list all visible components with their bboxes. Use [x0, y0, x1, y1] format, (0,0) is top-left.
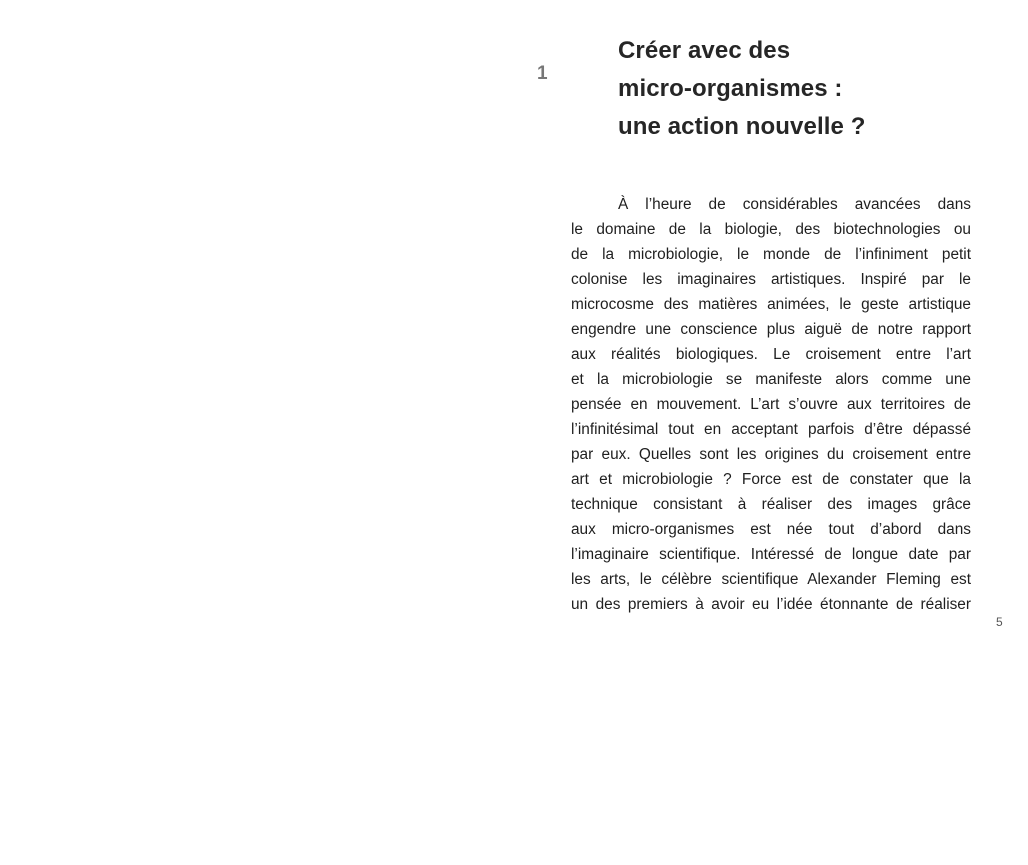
body-line: l’imaginaire scientifique. Intéressé de longue date par: [571, 546, 971, 563]
body-line: technique consistant à réaliser des images grâce: [571, 496, 971, 513]
body-line: colonise les imaginaires artistiques. Inspiré par le: [571, 271, 971, 288]
body-line: À l’heure de considérables avancées dans: [618, 196, 971, 213]
page-number: 5: [996, 615, 1003, 629]
body-line: le domaine de la biologie, des biotechnologies ou: [571, 221, 971, 238]
body-line: et la microbiologie se manifeste alors comme une: [571, 371, 971, 388]
body-line: par eux. Quelles sont les origines du croisement entre: [571, 446, 971, 463]
body-line: de la microbiologie, le monde de l’infiniment petit: [571, 246, 971, 263]
chapter-title-line: micro-organismes :: [618, 75, 843, 102]
body-line: microcosme des matières animées, le geste artistique: [571, 296, 971, 313]
right-page: [514, 0, 1028, 865]
chapter-title: [618, 32, 948, 146]
chapter-title-line: une action nouvelle ?: [618, 113, 866, 140]
chapter-title-line: Créer avec des: [618, 37, 791, 64]
body-paragraph: [571, 192, 971, 622]
body-line: l’infinitésimal tout en acceptant parfois d’être dépassé: [571, 421, 971, 438]
body-line: un des premiers à avoir eu l’idée étonnante de réaliser: [571, 596, 971, 613]
body-line: engendre une conscience plus aiguë de notre rapport: [571, 321, 971, 338]
body-line: aux réalités biologiques. Le croisement entre l’art: [571, 346, 971, 363]
body-line: les arts, le célèbre scientifique Alexander Fleming est: [571, 571, 971, 588]
body-line: pensée en mouvement. L’art s’ouvre aux territoires de: [571, 396, 971, 413]
body-line: art et microbiologie ? Force est de constater que la: [571, 471, 971, 488]
chapter-number: 1: [537, 63, 548, 84]
body-line: aux micro-organismes est née tout d’abord dans: [571, 521, 971, 538]
